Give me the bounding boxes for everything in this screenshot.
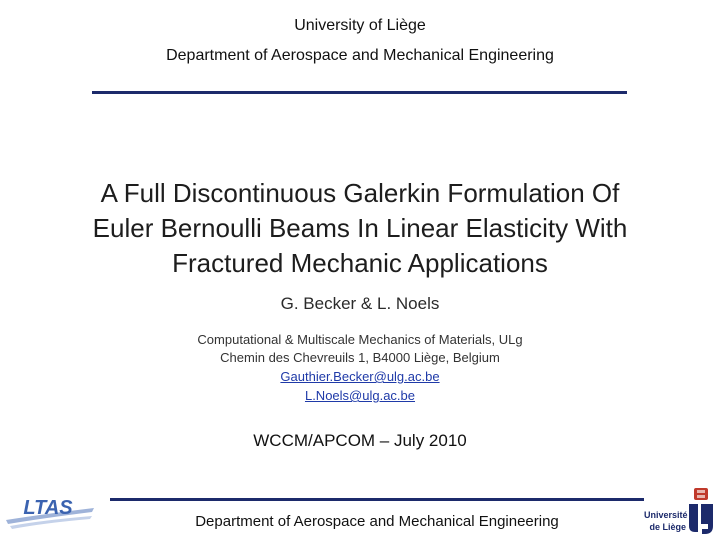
title-line-3: Fractured Mechanic Applications: [172, 248, 548, 278]
ulg-logo-line-2: de Liège: [649, 522, 686, 532]
header-divider: [92, 91, 627, 94]
ulg-logo-line-1: Université: [644, 510, 688, 520]
footer-divider: [110, 498, 644, 501]
footer-department: Department of Aerospace and Mechanical Engineering: [195, 513, 559, 530]
title-line-2: Euler Bernoulli Beams In Linear Elasticity With: [92, 213, 628, 243]
email-link-noels[interactable]: [0, 387, 720, 405]
ltas-logo-icon: [4, 490, 96, 532]
ltas-logo: [4, 490, 96, 532]
presentation-title: [40, 176, 680, 281]
email-link-becker[interactable]: [0, 368, 720, 386]
email-text-becker[interactable]: Gauthier.Becker@ulg.ac.be: [280, 369, 440, 384]
email-text-noels[interactable]: L.Noels@ulg.ac.be: [304, 388, 416, 403]
affiliation-line-2: Chemin des Chevreuils 1, B4000 Liège, Belgium: [220, 350, 500, 365]
title-line-1: A Full Discontinuous Galerkin Formulation Of: [100, 178, 620, 208]
ltas-logo-text: LTAS: [23, 497, 73, 519]
authors: G. Becker & L. Noels: [280, 294, 440, 313]
affiliation-line-1: Computational & Multiscale Mechanics of Materials, ULg: [197, 332, 523, 347]
conference-date: WCCM/APCOM – July 2010: [253, 431, 467, 450]
ulg-logo: [642, 486, 718, 538]
university-name: University of Liège: [294, 17, 426, 34]
ulg-crest-icon: [686, 486, 716, 536]
department-header: Department of Aerospace and Mechanical Engineering: [166, 47, 554, 64]
